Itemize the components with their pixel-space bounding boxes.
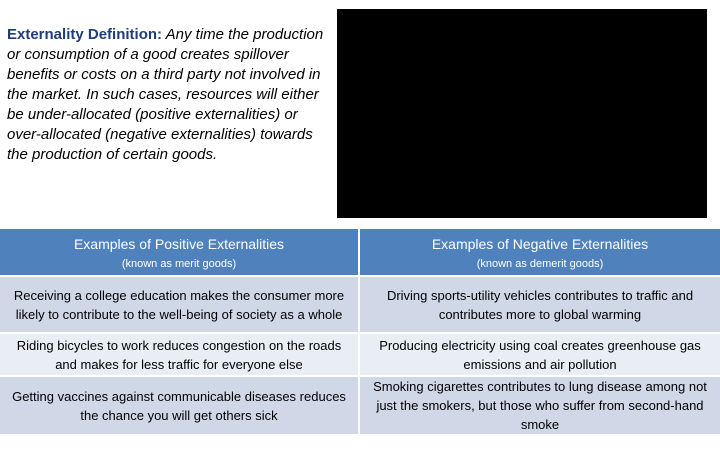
positive-example-cell: Riding bicycles to work reduces congestion on the roads and makes for less traffic for everyone else	[0, 333, 359, 376]
definition-term: Externality Definition	[7, 26, 158, 43]
table-row	[0, 376, 720, 434]
negative-example-cell: Smoking cigarettes contributes to lung disease among not just the smokers, but those who suffer from second-hand smoke	[359, 376, 720, 434]
positive-example-cell: Getting vaccines against communicable diseases reduces the chance you will get others sick	[0, 376, 359, 434]
table-header-row	[0, 229, 720, 276]
negative-example-cell: Producing electricity using coal creates greenhouse gas emissions and air pollution	[359, 333, 720, 376]
header-positive-subtitle: (known as merit goods)	[121, 258, 237, 270]
positive-example-cell: Receiving a college education makes the consumer more likely to contribute to the well-being of society as a whole	[0, 276, 359, 333]
definition-paragraph	[7, 25, 329, 165]
header-negative-title: Examples of Negative Externalities	[431, 236, 649, 252]
header-positive-title: Examples of Positive Externalities	[73, 236, 285, 252]
definition-colon: :	[157, 26, 163, 43]
header-negative-subtitle: (known as demerit goods)	[476, 258, 604, 270]
video-player[interactable]	[337, 9, 707, 218]
table-row	[0, 276, 720, 333]
externalities-table	[0, 229, 720, 434]
header-positive	[0, 229, 359, 276]
header-negative	[359, 229, 720, 276]
table-row	[0, 333, 720, 376]
negative-example-cell: Driving sports-utility vehicles contributes to traffic and contributes more to global warming	[359, 276, 720, 333]
definition-text: Any time the production or consumption of a good creates spillover benefits or costs on a third party not involved in the market. In such cases, resources will either be under-allocated (positive externalities) or over-allocated (negative externalities) towards the production of certain goods.	[7, 26, 324, 163]
